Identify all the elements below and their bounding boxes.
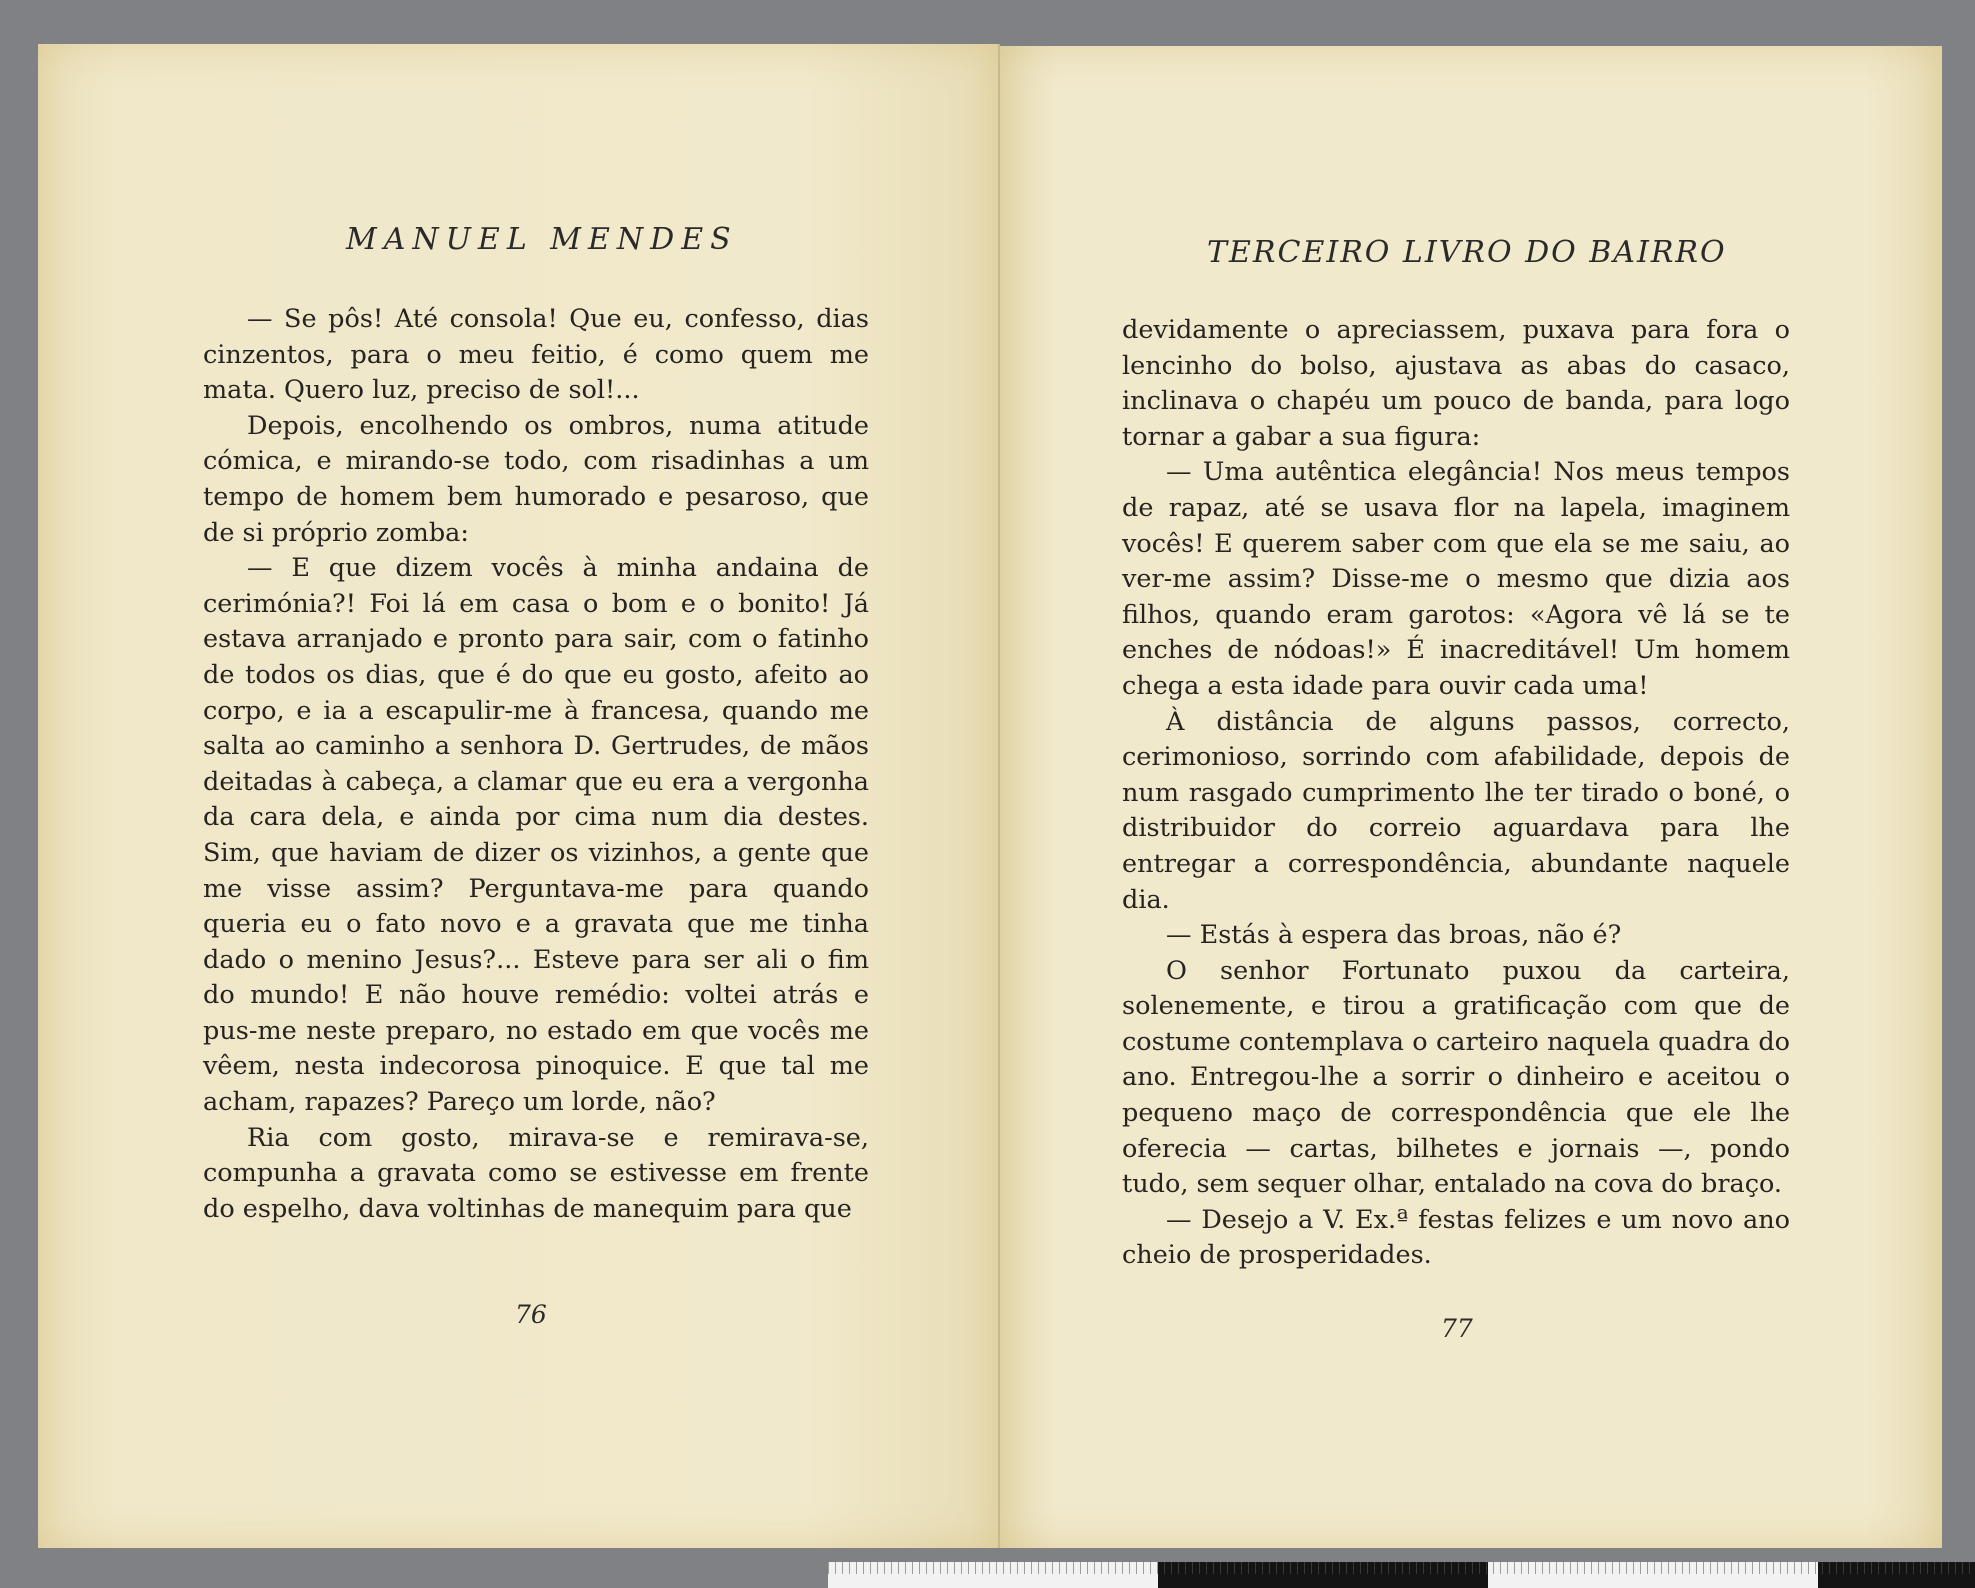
page-number-right: 77	[1441, 1314, 1473, 1343]
paragraph: Depois, encolhendo os ombros, numa atitude cómica, e mirando-se todo, com risadinhas a um tempo de homem bem humorado e pesaroso, que de si próprio zomba:	[203, 410, 869, 548]
ruler-ticks	[828, 1562, 1975, 1574]
page-number-left: 76	[515, 1300, 547, 1329]
paragraph: — E que dizem vocês à minha andaina de cerimónia?! Foi lá em casa o bom e o bonito! Já estava arranjado e pronto para sair, com o fatinho de todos os dias, que é do que eu gosto, afeito ao corpo, e ia a escapulir-me à francesa, quando me salta ao caminho a senhora D. Gertrudes, de mãos deitadas à cabeça, a clamar que eu era a vergonha da cara dela, e ainda por cima num dia destes. Sim, que haviam de dizer os vizinhos, a gente que me visse assim? Perguntava-me para quando queria eu o fato novo e a gravata que me tinha dado o menino Jesus?... Esteve para ser ali o fim do mundo! E não houve remédio: voltei atrás e pus-me neste preparo, no estado em que vocês me vêem, nesta indecorosa pinoquice. E que tal me acham, rapazes? Pareço um lorde, não?	[203, 553, 869, 1118]
paragraph: — Uma autêntica elegância! Nos meus tempos de rapaz, até se usava flor na lapela, imaginem vocês! E querem saber com que ela se me saiu, ao ver-me assim? Disse-me o mesmo que dizia aos filhos, quando eram garotos: «Agora vê lá se te enches de nódoas!» É inacreditável! Um homem chega a esta idade para ouvir cada uma!	[1122, 457, 1790, 701]
right-running-head: TERCEIRO LIVRO DO BAIRRO	[1207, 235, 1727, 270]
paragraph: Ria com gosto, mirava-se e remirava-se, compunha a gravata como se estivesse em frente do espelho, dava voltinhas de manequim para que	[203, 1122, 869, 1224]
left-running-head: MANUEL MENDES	[346, 222, 738, 257]
paragraph: À distância de alguns passos, correcto, cerimonioso, sorrindo com afabilidade, depois de num rasgado cumprimento lhe ter tirado o boné, o distribuidor do correio aguardava para lhe entregar a correspondência, abundante naquele dia.	[1122, 706, 1790, 915]
paragraph: — Se pôs! Até consola! Que eu, confesso, dias cinzentos, para o meu feitio, é como quem me mata. Quero luz, preciso de sol!...	[203, 304, 869, 406]
scale-ruler	[828, 1562, 1975, 1588]
paragraph: — Estás à espera das broas, não é?	[1166, 920, 1622, 951]
left-page-text	[203, 302, 869, 1227]
paragraph: O senhor Fortunato puxou da carteira, solenemente, e tirou a gratificação com que de costume contemplava o carteiro naquela quadra do ano. Entregou-lhe a sorrir o dinheiro e aceitou o pequeno maço de correspondência que ele lhe oferecia — cartas, bilhetes e jornais —, pondo tudo, sem sequer olhar, entalado na cova do braço.	[1122, 955, 1790, 1200]
right-page-text	[1122, 313, 1790, 1274]
paragraph: devidamente o apreciassem, puxava para fora o lencinho do bolso, ajustava as abas do casaco, inclinava o chapéu um pouco de banda, para logo tornar a gabar a sua figura:	[1122, 315, 1790, 452]
paragraph: — Desejo a V. Ex.ª festas felizes e um novo ano cheio de prosperidades.	[1122, 1204, 1790, 1271]
